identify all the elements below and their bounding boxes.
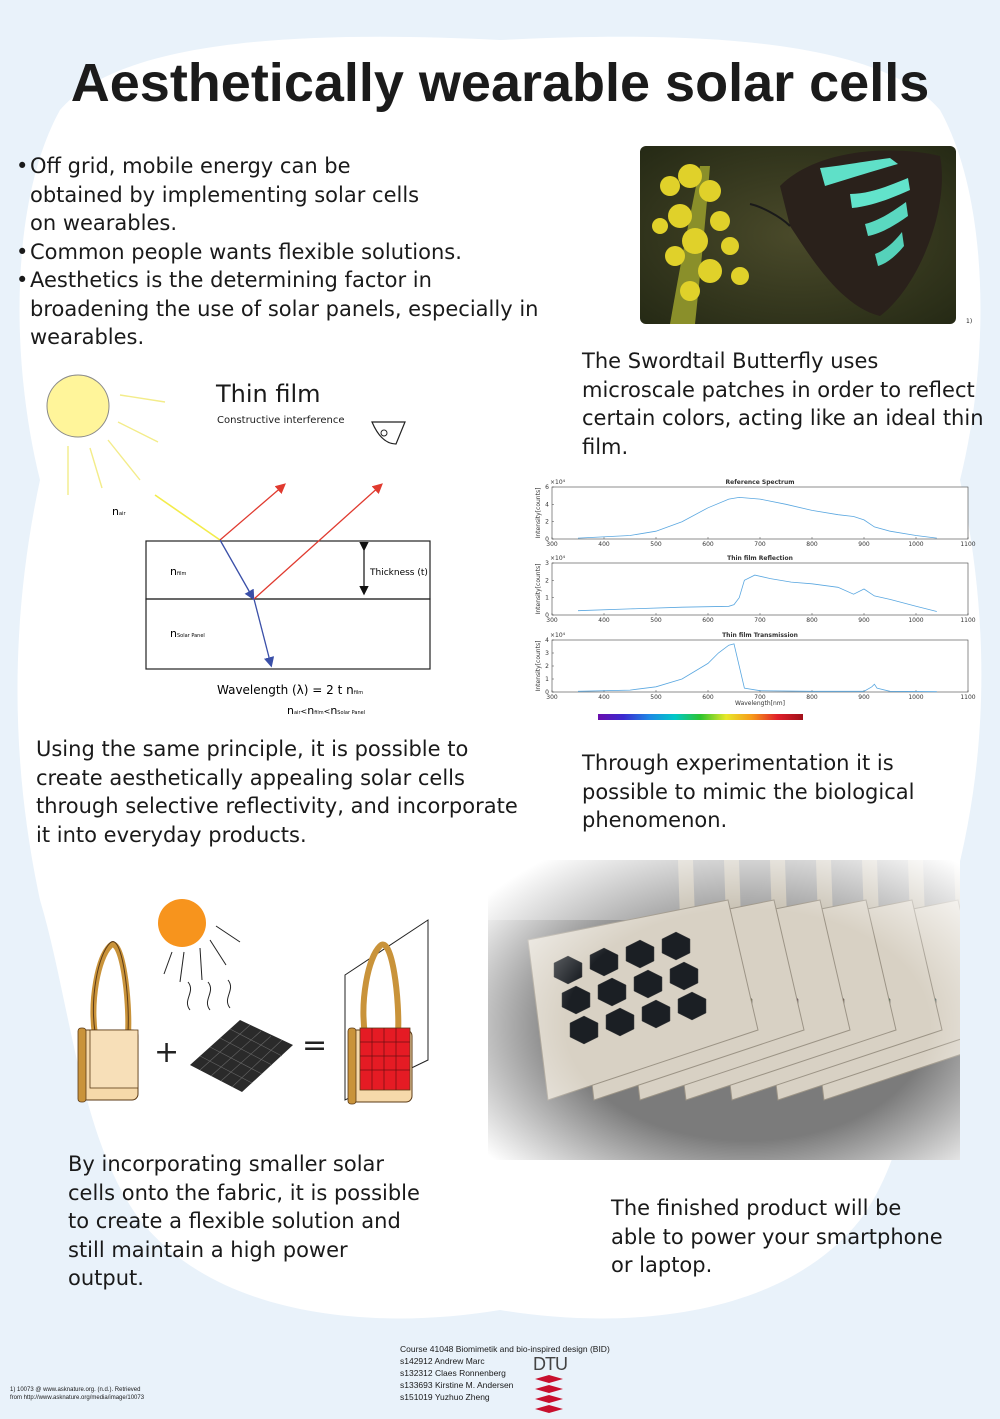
y-tick-label: 6 (545, 484, 549, 491)
thin-film-diagram (30, 360, 450, 720)
y-tick-label: 3 (545, 560, 549, 567)
product-photo (488, 860, 960, 1160)
orange-sun-icon (158, 899, 206, 947)
x-tick-label: 900 (858, 694, 870, 701)
x-tick-label: 700 (754, 617, 766, 624)
butterfly-caption: The Swordtail Butterfly uses microscale patches in order to reflect certain colors, acting like an ideal thin film. (582, 349, 984, 459)
y-tick-label: 1 (545, 594, 549, 602)
bullet-item: • Aesthetics is the determining factor in broadening the use of solar panels, especially in wearables. (18, 266, 550, 352)
dtu-logo-mark (533, 1375, 565, 1415)
dtu-logo-text: DTU (533, 1354, 567, 1374)
student-item: s132312 Claes Ronnenberg (400, 1368, 506, 1378)
plot-frame (552, 563, 968, 615)
y-exponent-label: ×10⁴ (550, 632, 566, 639)
y-tick-label: 0 (545, 536, 549, 543)
spectrum-charts (530, 475, 980, 725)
transmitted-ray (254, 599, 271, 665)
bag-icon (78, 942, 138, 1102)
y-tick-label: 0 (545, 612, 549, 619)
student-item: s151019 Yuzhuo Zheng (400, 1392, 490, 1402)
student-item: s133693 Kirstine M. Andersen (400, 1380, 514, 1390)
plot-frame (552, 487, 968, 539)
intro-bullet-list (18, 152, 558, 352)
x-tick-label: 500 (650, 694, 662, 701)
experiment-text: Through experimentation it is possible to mimic the biological phenomenon. (582, 751, 915, 832)
chart-title: Reference Spectrum (725, 479, 795, 486)
reflected-ray-2 (254, 485, 381, 599)
index-inequality: nair<nfilm<nSolar Panel (287, 704, 366, 717)
x-tick-label: 400 (598, 694, 610, 701)
sun-icon (47, 375, 109, 437)
y-tick-label: 2 (545, 663, 549, 670)
thin-film-subtitle: Constructive interference (217, 415, 345, 426)
n-air-label: nair (112, 505, 126, 518)
y-tick-label: 2 (545, 518, 549, 526)
x-tick-label: 700 (754, 694, 766, 701)
x-tick-label: 600 (702, 617, 714, 624)
y-axis-label: Intensity[counts] (535, 487, 542, 539)
y-exponent-label: ×10⁴ (550, 555, 566, 562)
course-name: Course 41048 Biomimetik and bio-inspired design (BID) (400, 1344, 610, 1354)
y-exponent-label: ×10⁴ (550, 479, 566, 486)
x-tick-label: 300 (546, 541, 558, 548)
x-tick-label: 400 (598, 617, 610, 624)
x-tick-label: 600 (702, 541, 714, 548)
y-tick-label: 4 (545, 501, 549, 509)
x-tick-label: 600 (702, 694, 714, 701)
y-axis-label: Intensity[counts] (535, 563, 542, 615)
x-tick-label: 300 (546, 694, 558, 701)
principle-text: Using the same principle, it is possible to create aesthetically appealing solar cells through selective reflectivity, and incorporate it into everyday products. (36, 737, 518, 847)
solar-panel-icon (190, 1020, 293, 1092)
x-tick-label: 1100 (960, 617, 976, 624)
x-tick-label: 1100 (960, 694, 976, 701)
course-info (400, 1343, 630, 1403)
x-tick-label: 1000 (908, 617, 924, 624)
reflected-ray-1 (220, 485, 284, 540)
plus-sign: + (154, 1035, 180, 1070)
x-tick-label: 700 (754, 541, 766, 548)
x-tick-label: 900 (858, 617, 870, 624)
page-title: Aesthetically wearable solar cells (70, 53, 930, 113)
y-tick-label: 2 (545, 577, 549, 585)
photo-reference-mark: 1) (966, 318, 973, 325)
n-film-label: nfilm (170, 565, 187, 578)
y-axis-label: Intensity[counts] (535, 640, 542, 692)
x-tick-label: 400 (598, 541, 610, 548)
reference-note: 1) 10073 @ www.asknature.org. (n.d.). Retrieved from http://www.asknature.org/media/image/10073 (10, 1387, 145, 1401)
refracted-ray (220, 540, 253, 598)
plot-frame (552, 640, 968, 692)
student-item: s142912 Andrew Marc (400, 1356, 485, 1366)
x-tick-label: 300 (546, 617, 558, 624)
x-tick-label: 800 (806, 541, 818, 548)
bag-with-solar-icon (345, 920, 428, 1104)
bullet-item: • Common people wants flexible solutions. (18, 238, 558, 267)
product-text: The finished product will be able to power your smartphone or laptop. (611, 1196, 943, 1277)
visible-spectrum-bar (598, 714, 803, 720)
spectrum-chart (535, 479, 976, 548)
incident-ray (155, 495, 220, 540)
x-tick-label: 1000 (908, 541, 924, 548)
bullet-item: • Off grid, mobile energy can be obtained by implementing solar cells on wearables. (18, 152, 420, 238)
bag-equation-diagram (60, 890, 460, 1120)
x-tick-label: 1000 (908, 694, 924, 701)
butterfly-photo (640, 146, 956, 324)
x-tick-label: 500 (650, 541, 662, 548)
x-axis-label: Wavelength[nm] (735, 700, 785, 707)
spectrum-chart (535, 555, 976, 624)
y-tick-label: 3 (545, 650, 549, 657)
chart-title: Thin film Reflection (727, 555, 793, 562)
dtu-logo (533, 1354, 565, 1419)
thickness-label: Thickness (t) (370, 568, 428, 578)
spectrum-chart (535, 632, 976, 707)
x-tick-label: 500 (650, 617, 662, 624)
x-tick-label: 800 (806, 694, 818, 701)
y-tick-label: 0 (545, 689, 549, 696)
x-tick-label: 900 (858, 541, 870, 548)
fabric-text: By incorporating smaller solar cells onto the fabric, it is possible to create a flexible solution and still maintain a high power output. (68, 1152, 420, 1290)
x-tick-label: 800 (806, 617, 818, 624)
n-panel-label: nSolar Panel (170, 627, 205, 640)
y-tick-label: 4 (545, 637, 549, 644)
y-tick-label: 1 (545, 676, 549, 683)
x-tick-label: 1100 (960, 541, 976, 548)
wavelength-formula: Wavelength (λ) = 2 t nfilm (217, 683, 364, 697)
eye-icon (372, 422, 405, 444)
chart-title: Thin film Transmission (722, 632, 798, 639)
thin-film-title: Thin film (216, 380, 321, 408)
equals-sign: = (302, 1028, 328, 1063)
